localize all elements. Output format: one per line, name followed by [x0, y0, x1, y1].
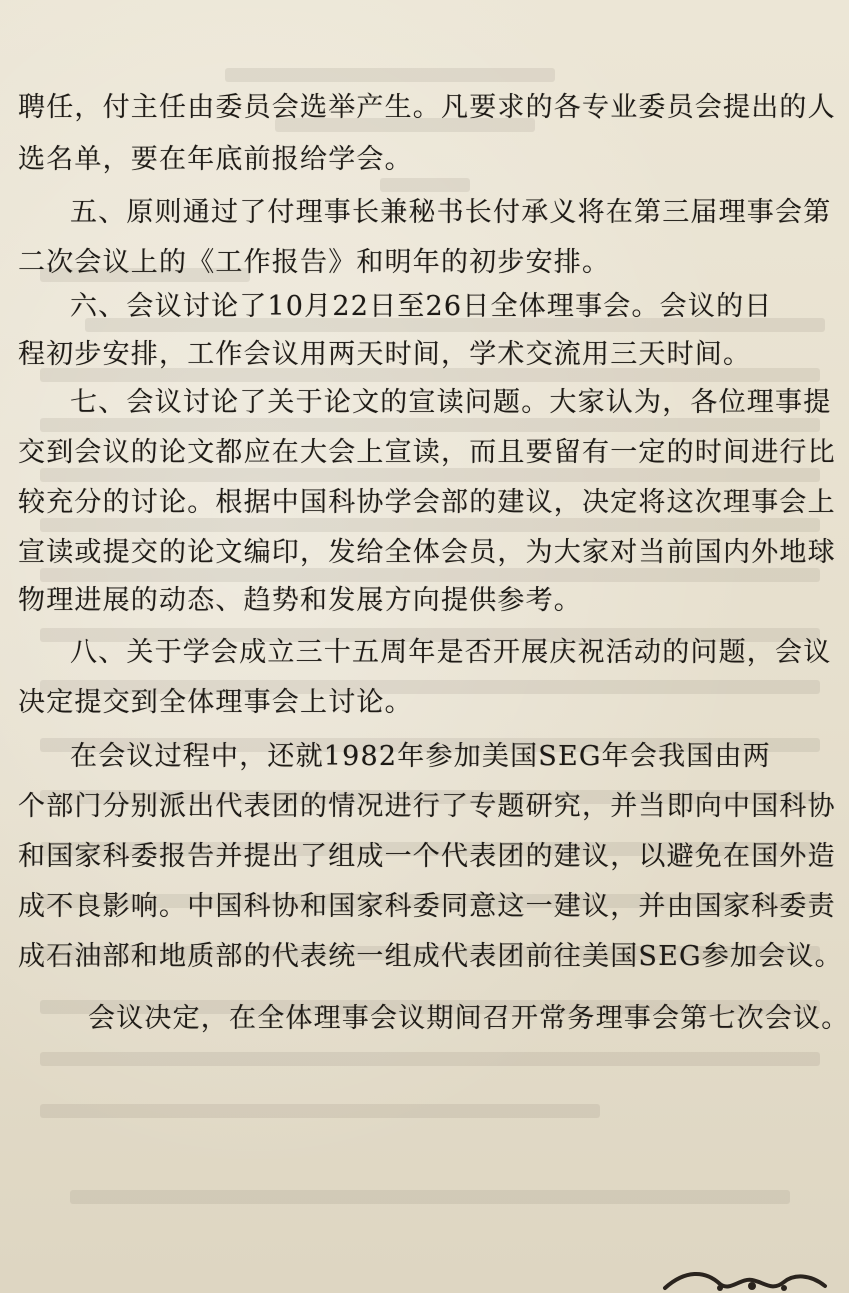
text-line: 物理进展的动态、趋势和发展方向提供参考。 — [18, 585, 582, 616]
text-line: 决定提交到全体理事会上讨论。 — [18, 687, 413, 718]
text-line: 在会议过程中，还就1982年参加美国SEG年会我国由两 — [70, 741, 771, 772]
text-line: 六、会议讨论了10月22日至26日全体理事会。会议的日 — [70, 291, 773, 322]
text-line: 成不良影响。中国科协和国家科委同意这一建议，并由国家科委责 — [18, 891, 836, 922]
text-line: 五、原则通过了付理事长兼秘书长付承义将在第三届理事会第 — [70, 197, 832, 228]
text-line: 个部门分别派出代表团的情况进行了专题研究，并当即向中国科协 — [18, 791, 836, 822]
text-line: 聘任，付主任由委员会选举产生。凡要求的各专业委员会提出的人 — [18, 92, 836, 123]
text-line: 二次会议上的《工作报告》和明年的初步安排。 — [18, 247, 611, 278]
text-line: 成石油部和地质部的代表统一组成代表团前往美国SEG参加会议。 — [18, 941, 843, 972]
text-line: 选名单，要在年底前报给学会。 — [18, 144, 413, 175]
text-line: 交到会议的论文都应在大会上宣读，而且要留有一定的时间进行比 — [18, 437, 836, 468]
text-line: 较充分的讨论。根据中国科协学会部的建议，决定将这次理事会上 — [18, 487, 836, 518]
text-line: 和国家科委报告并提出了组成一个代表团的建议，以避免在国外造 — [18, 841, 836, 872]
text-line: 七、会议讨论了关于论文的宣读问题。大家认为，各位理事提 — [70, 387, 832, 418]
text-line: 八、关于学会成立三十五周年是否开展庆祝活动的问题，会议 — [70, 637, 832, 668]
text-line: 会议决定，在全体理事会议期间召开常务理事会第七次会议。 — [88, 1003, 849, 1034]
decorative-flourish-icon — [660, 1268, 830, 1293]
text-line: 程初步安排，工作会议用两天时间，学术交流用三天时间。 — [18, 339, 752, 370]
text-line: 宣读或提交的论文编印，发给全体会员，为大家对当前国内外地球 — [18, 537, 836, 568]
